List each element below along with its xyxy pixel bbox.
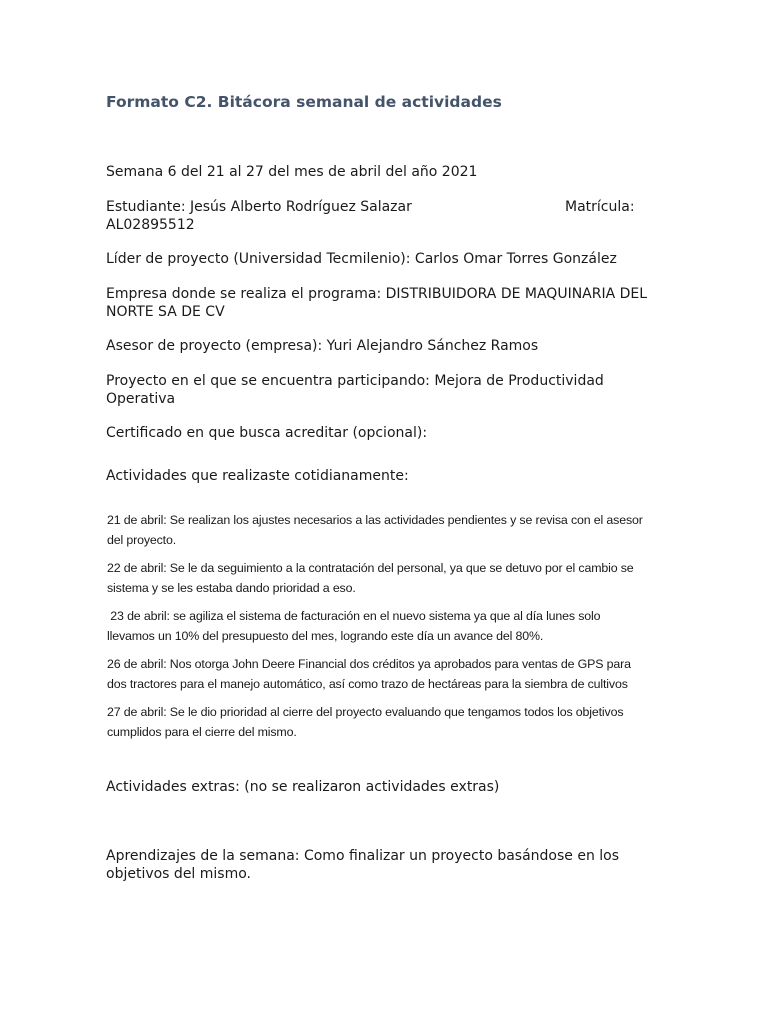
week-line: Semana 6 del 21 al 27 del mes de abril del año 2021	[106, 164, 478, 180]
activity-line-2: sistema y se les estaba dando prioridad a eso.	[107, 580, 356, 595]
company-block	[106, 286, 666, 321]
company-line-1: Empresa donde se realiza el programa: DISTRIBUIDORA DE MAQUINARIA DEL	[106, 286, 648, 302]
activity-line-1: 22 de abril: Se le da seguimiento a la contratación del personal, ya que se detuvo por el cambio se	[107, 561, 634, 575]
learnings-block	[106, 848, 666, 883]
company-line-2: NORTE SA DE CV	[106, 303, 225, 320]
learnings-line-1: Aprendizajes de la semana: Como finalizar un proyecto basándose en los	[106, 848, 620, 864]
activity-line-1: 27 de abril: Se le dio prioridad al cierre del proyecto evaluando que tengamos todos los objetivos	[107, 705, 624, 719]
activity-item	[107, 511, 667, 550]
activities-heading: Actividades que realizaste cotidianamente:	[106, 468, 409, 484]
activity-item	[107, 607, 667, 646]
activity-line-2: llevamos un 10% del presupuesto del mes, logrando este día un avance del 80%.	[107, 628, 544, 643]
activity-item	[107, 655, 667, 694]
student-row	[106, 199, 666, 217]
certificate-line: Certificado en que busca acreditar (opcional):	[106, 425, 428, 441]
student-block	[106, 199, 666, 234]
project-leader-line: Líder de proyecto (Universidad Tecmilenio): Carlos Omar Torres González	[106, 251, 617, 267]
learnings-line-2: objetivos del mismo.	[106, 865, 251, 882]
project-block	[106, 373, 666, 408]
activity-line-1: 26 de abril: Nos otorga John Deere Financial dos créditos ya aprobados para ventas de GPS para	[107, 657, 631, 671]
activity-line-2: dos tractores para el manejo automático, así como trazo de hectáreas para la siembra de cultivos	[107, 676, 628, 691]
advisor-line: Asesor de proyecto (empresa): Yuri Alejandro Sánchez Ramos	[106, 338, 539, 354]
activity-item	[107, 703, 667, 742]
activity-item	[107, 559, 667, 598]
matricula-value: AL02895512	[106, 216, 195, 233]
activity-line-2: cumplidos para el cierre del mismo.	[107, 724, 297, 739]
document-title: Formato C2. Bitácora semanal de actividades	[106, 93, 502, 111]
activity-line-1: 23 de abril: se agiliza el sistema de facturación en el nuevo sistema ya que al día lunes solo	[107, 609, 601, 623]
extras-line: Actividades extras: (no se realizaron actividades extras)	[106, 779, 500, 795]
activity-line-1: 21 de abril: Se realizan los ajustes necesarios a las actividades pendientes y se revisa con el asesor	[107, 513, 643, 527]
activity-line-2: del proyecto.	[107, 532, 176, 547]
project-line-2: Operativa	[106, 390, 176, 407]
matricula-label: Matrícula:	[565, 199, 635, 215]
project-line-1: Proyecto en el que se encuentra participando: Mejora de Productividad	[106, 373, 604, 389]
student-label: Estudiante: Jesús Alberto Rodríguez Salazar	[106, 199, 412, 215]
